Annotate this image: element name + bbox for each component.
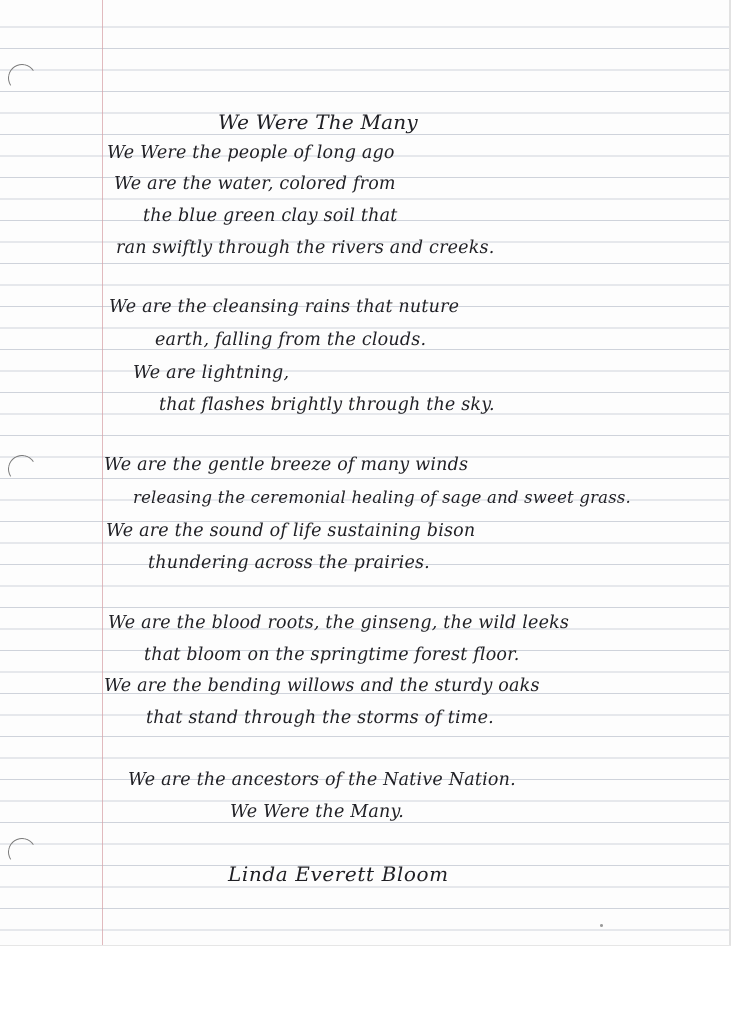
poem-line: We are the sound of life sustaining bison [106,521,476,541]
poem-line: thundering across the prairies. [148,553,430,573]
poem-line: that stand through the storms of time. [146,708,494,728]
poem-line: We are the ancestors of the Native Nation. [128,770,516,790]
scan-margin [0,946,731,1024]
poem-line: earth, falling from the clouds. [155,330,427,350]
poem-line: that bloom on the springtime forest floor. [144,645,520,665]
poem-line: releasing the ceremonial healing of sage and sweet grass. [133,488,631,507]
poem-line: We Were the people of long ago [107,143,395,163]
paper-speck [600,924,603,927]
binder-hole-middle [5,452,38,485]
poem-line: We are the cleansing rains that nuture [109,297,460,317]
poem-line: that flashes brightly through the sky. [159,395,495,415]
binder-hole-bottom [5,835,38,868]
poem-line: We are the water, colored from [114,174,396,194]
poem-line: We are the blood roots, the ginseng, the wild leeks [108,613,570,633]
poem-line: ran swiftly through the rivers and creeks. [116,238,495,258]
binder-hole-top [5,61,38,94]
poem-title: We Were The Many [218,110,418,134]
poem-line: We Were the Many. [230,802,405,822]
author-signature: Linda Everett Bloom [228,862,449,886]
poem-line: We are lightning, [133,363,290,383]
margin-line [102,0,103,945]
poem-line: the blue green clay soil that [143,206,398,226]
poem-line: We are the bending willows and the sturdy oaks [104,676,540,696]
poem-line: We are the gentle breeze of many winds [104,455,469,475]
